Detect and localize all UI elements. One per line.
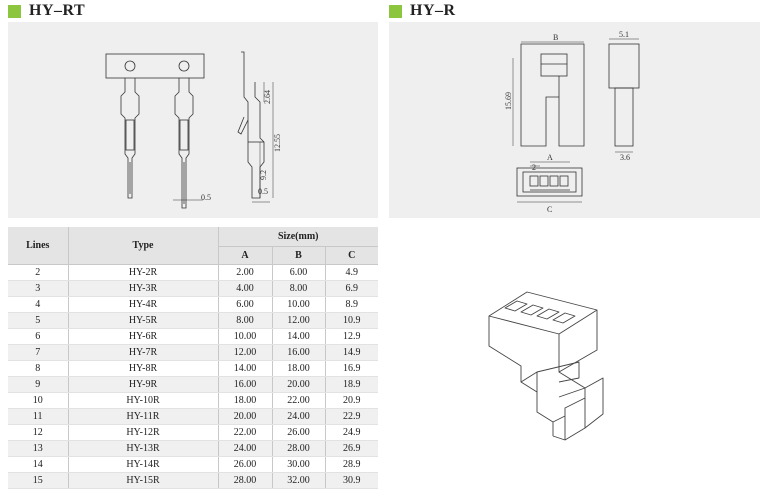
- cell-type: HY-13R: [68, 441, 218, 457]
- dim-label-height: 15.69: [504, 92, 513, 110]
- cell-b: 30.00: [272, 457, 325, 473]
- dim-label: 0.5: [258, 187, 268, 196]
- cell-b: 26.00: [272, 425, 325, 441]
- table-row: [8, 393, 378, 409]
- table-row: [8, 409, 378, 425]
- col-header-lines: Lines: [8, 227, 68, 265]
- dim-label: 12.55: [273, 134, 282, 152]
- cell-b: 24.00: [272, 409, 325, 425]
- cell-a: 26.00: [218, 457, 272, 473]
- dim-label-depth: 3.6: [620, 153, 630, 162]
- cell-type: HY-5R: [68, 313, 218, 329]
- table-row: [8, 281, 378, 297]
- col-header-c: C: [325, 247, 378, 265]
- table-row: [8, 361, 378, 377]
- cell-b: 12.00: [272, 313, 325, 329]
- cell-b: 22.00: [272, 393, 325, 409]
- terminal-right: [175, 78, 193, 208]
- cell-a: 20.00: [218, 409, 272, 425]
- cell-lines: 9: [8, 377, 68, 393]
- cell-type: HY-10R: [68, 393, 218, 409]
- cell-c: 20.9: [325, 393, 378, 409]
- cell-lines: 12: [8, 425, 68, 441]
- dim-label: 9.2: [259, 170, 268, 180]
- terminal-drawing-panel: [8, 22, 378, 218]
- cell-type: HY-9R: [68, 377, 218, 393]
- cell-c: 16.9: [325, 361, 378, 377]
- cell-lines: 7: [8, 345, 68, 361]
- cell-lines: 2: [8, 265, 68, 281]
- cell-lines: 15: [8, 473, 68, 489]
- cell-a: 28.00: [218, 473, 272, 489]
- table-row: [8, 297, 378, 313]
- cell-a: 8.00: [218, 313, 272, 329]
- table-row: [8, 457, 378, 473]
- housing-side-view: [609, 44, 639, 146]
- col-header-type: Type: [68, 227, 218, 265]
- section-title-hy-rt: HY–RT: [29, 2, 86, 19]
- cell-lines: 4: [8, 297, 68, 313]
- col-header-a: A: [218, 247, 272, 265]
- green-square-icon: [389, 5, 402, 18]
- cell-c: 8.9: [325, 297, 378, 313]
- cell-lines: 11: [8, 409, 68, 425]
- cell-b: 6.00: [272, 265, 325, 281]
- cell-lines: 3: [8, 281, 68, 297]
- housing-drawing-panel: [389, 22, 760, 218]
- cell-b: 20.00: [272, 377, 325, 393]
- cell-type: HY-2R: [68, 265, 218, 281]
- cell-c: 6.9: [325, 281, 378, 297]
- dim-label-width: 5.1: [619, 30, 629, 39]
- housing-isometric-view: [389, 222, 760, 482]
- cell-c: 24.9: [325, 425, 378, 441]
- housing-isometric-drawing: [389, 222, 760, 482]
- dim-label-b: B: [553, 33, 559, 42]
- cell-lines: 6: [8, 329, 68, 345]
- cell-type: HY-6R: [68, 329, 218, 345]
- table-row: [8, 473, 378, 489]
- cell-type: HY-14R: [68, 457, 218, 473]
- table-row: [8, 441, 378, 457]
- cell-b: 8.00: [272, 281, 325, 297]
- dim-label: 0.5: [201, 193, 211, 202]
- cell-c: 18.9: [325, 377, 378, 393]
- cell-type: HY-3R: [68, 281, 218, 297]
- cell-b: 28.00: [272, 441, 325, 457]
- cell-a: 22.00: [218, 425, 272, 441]
- table-body: [8, 265, 378, 489]
- cell-c: 14.9: [325, 345, 378, 361]
- cell-lines: 8: [8, 361, 68, 377]
- cell-lines: 14: [8, 457, 68, 473]
- housing-bottom-view: [517, 168, 582, 196]
- col-header-size: Size(mm): [218, 227, 378, 247]
- cell-c: 12.9: [325, 329, 378, 345]
- cell-c: 4.9: [325, 265, 378, 281]
- cell-c: 10.9: [325, 313, 378, 329]
- cell-a: 14.00: [218, 361, 272, 377]
- size-table: [8, 227, 378, 489]
- section-title-hy-r: HY–R: [410, 2, 456, 19]
- section-header-hy-r: [389, 2, 456, 20]
- cell-lines: 5: [8, 313, 68, 329]
- cell-lines: 10: [8, 393, 68, 409]
- iso-left-face: [489, 316, 553, 436]
- cell-lines: 13: [8, 441, 68, 457]
- dim-label-a: A: [547, 153, 553, 162]
- cell-b: 32.00: [272, 473, 325, 489]
- table-row: [8, 265, 378, 281]
- cell-a: 18.00: [218, 393, 272, 409]
- pilot-hole: [179, 61, 189, 71]
- table-row: [8, 377, 378, 393]
- terminal-left: [121, 78, 139, 198]
- cell-a: 12.00: [218, 345, 272, 361]
- cell-type: HY-12R: [68, 425, 218, 441]
- green-square-icon: [8, 5, 21, 18]
- dim-label-c: C: [547, 205, 553, 214]
- cell-c: 26.9: [325, 441, 378, 457]
- cell-c: 22.9: [325, 409, 378, 425]
- table-row: [8, 329, 378, 345]
- cell-a: 16.00: [218, 377, 272, 393]
- col-header-b: B: [272, 247, 325, 265]
- cell-type: HY-15R: [68, 473, 218, 489]
- cell-b: 14.00: [272, 329, 325, 345]
- table-row: [8, 313, 378, 329]
- housing-front-view: [521, 44, 584, 146]
- cell-a: 24.00: [218, 441, 272, 457]
- cell-a: 6.00: [218, 297, 272, 313]
- cell-b: 10.00: [272, 297, 325, 313]
- housing-drawing: [389, 22, 760, 218]
- cell-type: HY-4R: [68, 297, 218, 313]
- section-header-hy-rt: [8, 2, 85, 20]
- cell-a: 2.00: [218, 265, 272, 281]
- terminal-drawing: [8, 22, 378, 218]
- cell-b: 18.00: [272, 361, 325, 377]
- cell-type: HY-7R: [68, 345, 218, 361]
- cell-type: HY-11R: [68, 409, 218, 425]
- dim-label: 2.64: [263, 90, 272, 104]
- dim-label-pitch: 2: [532, 163, 536, 172]
- table-row: [8, 345, 378, 361]
- cell-a: 4.00: [218, 281, 272, 297]
- cell-a: 10.00: [218, 329, 272, 345]
- pilot-hole: [125, 61, 135, 71]
- table-row: [8, 425, 378, 441]
- cell-b: 16.00: [272, 345, 325, 361]
- cell-type: HY-8R: [68, 361, 218, 377]
- cell-c: 28.9: [325, 457, 378, 473]
- cell-c: 30.9: [325, 473, 378, 489]
